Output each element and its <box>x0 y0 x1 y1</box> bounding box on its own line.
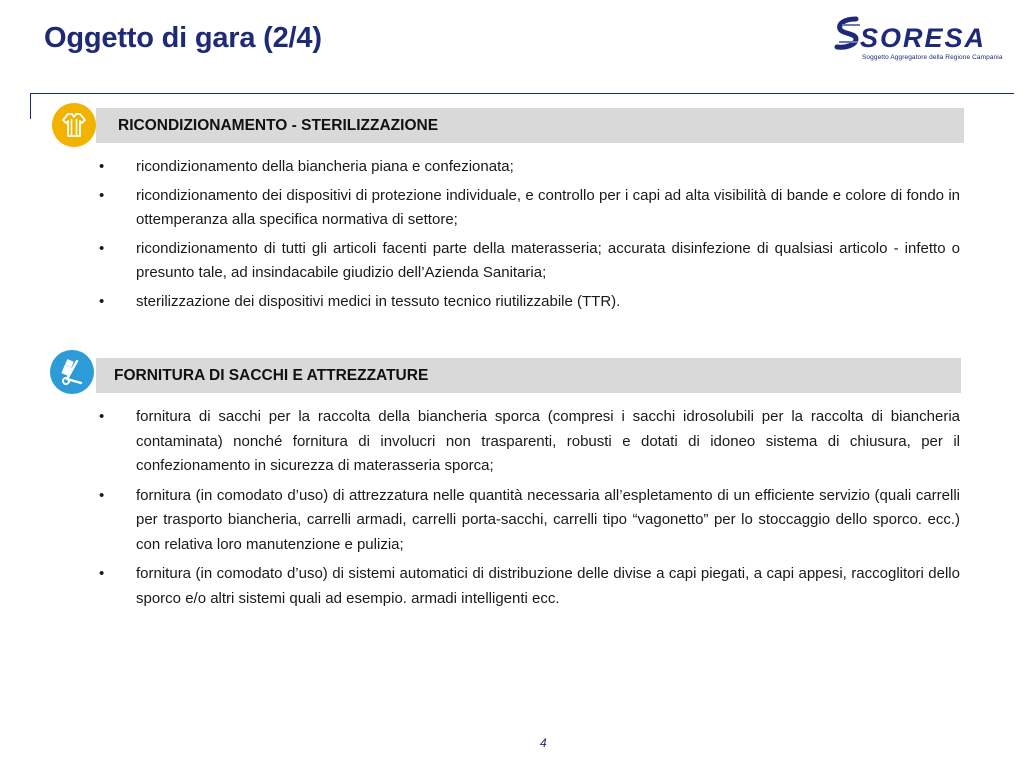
list-item: • ricondizionamento di tutti gli articoli facenti parte della materasseria; accurata disinfezione di qualsiasi articolo - infetto o presunto tale, ad insindacabile giudizio dell’Azienda Sanitaria; <box>96 237 960 286</box>
list-item: • ricondizionamento della biancheria piana e confezionata; <box>96 155 960 180</box>
fornitura-list <box>96 405 960 616</box>
list-item: • sterilizzazione dei dispositivi medici in tessuto tecnico riutilizzabile (TTR). <box>96 290 960 315</box>
garment-icon <box>52 103 96 147</box>
list-item: • fornitura di sacchi per la raccolta della biancheria sporca (compresi i sacchi idrosolubili per la raccolta di biancheria contaminata) nonché fornitura di involucri non trasparenti, robusti e dotati di idoneo sistema di chiusura, per il confezionamento in sicurezza di materasseria sporca; <box>96 405 960 479</box>
section-heading-fornitura: FORNITURA DI SACCHI E ATTREZZATURE <box>96 358 961 393</box>
list-item: • ricondizionamento dei dispositivi di protezione individuale, e controllo per i capi ad alta visibilità di bande e colore di fondo in ottemperanza alla specifica normativa di settore; <box>96 184 960 233</box>
sterilizzazione-list <box>96 155 960 318</box>
list-item: • fornitura (in comodato d’uso) di attrezzatura nelle quantità necessaria all’espletamento di un efficiente servizio (quali carrelli per trasporto biancheria, carrelli armadi, carrelli porta-sacchi, carrelli tipo “vagonetto” per lo stoccaggio dello sporco. ecc.) con relativa loro manutenzione e pulizia; <box>96 484 960 558</box>
list-item: • fornitura (in comodato d’uso) di sistemi automatici di distribuzione delle divise a capi piegati, a capi appesi, raccoglitori dello sporco e/o altri sistemi quali ad esempio. armadi intelligenti ecc. <box>96 562 960 611</box>
logo-wordmark: SORESA <box>860 23 987 53</box>
header-divider-tick <box>30 93 31 119</box>
page-title: Oggetto di gara (2/4) <box>44 22 322 54</box>
logo-subtitle: Soggetto Aggregatore della Regione Campania <box>862 54 1003 61</box>
soresa-logo <box>834 14 1003 64</box>
header-divider <box>30 93 1014 94</box>
hand-truck-icon <box>50 350 94 394</box>
section-heading-sterilizzazione: RICONDIZIONAMENTO - STERILIZZAZIONE <box>96 108 964 143</box>
page-number: 4 <box>540 736 547 750</box>
